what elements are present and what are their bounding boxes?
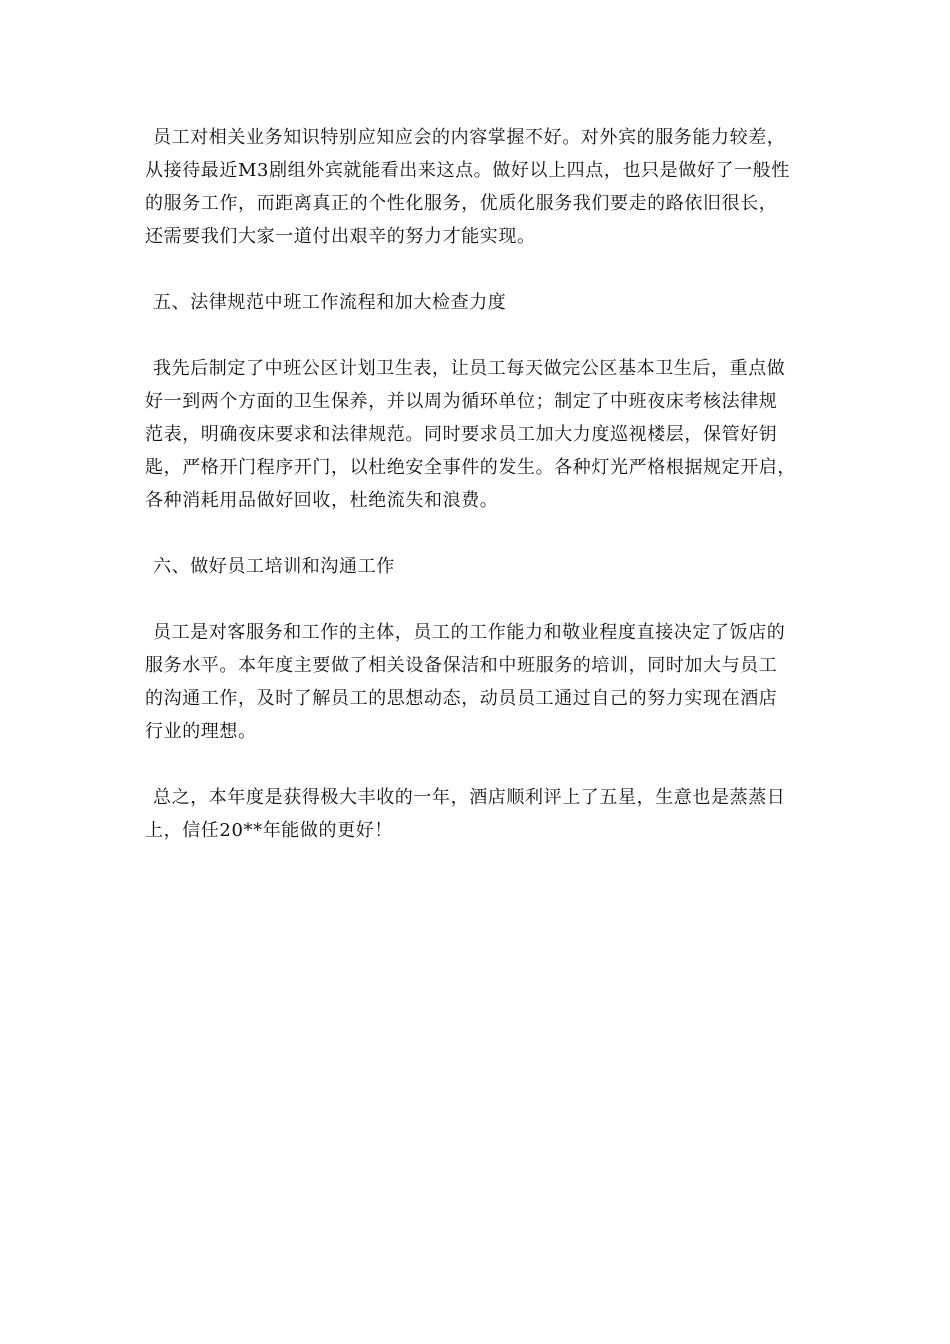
paragraph-gap [145, 319, 813, 352]
section-heading-five [145, 286, 813, 319]
line: 范表，明确夜床要求和法律规范。同时要求员工加大力度巡视楼层，保管好钥 [145, 424, 778, 445]
paragraph-evening-shift [145, 352, 813, 517]
heading-text: 六、做好员工培训和沟通工作 [153, 556, 395, 577]
heading-text: 五、法律规范中班工作流程和加大检查力度 [153, 292, 507, 313]
paragraph-summary [145, 781, 813, 847]
line: 我先后制定了中班公区计划卫生表，让员工每天做完公区基本卫生后，重点做 [153, 358, 786, 379]
paragraph-gap [145, 748, 813, 781]
line: 好一到两个方面的卫生保养，并以周为循环单位；制定了中班夜床考核法律规 [145, 391, 778, 412]
line: 各种消耗用品做好回收，杜绝流失和浪费。 [145, 490, 499, 511]
line: 从接待最近M3剧组外宾就能看出来这点。做好以上四点，也只是做好了一般性 [145, 160, 790, 181]
paragraph-gap [145, 517, 813, 550]
document-page [145, 121, 813, 847]
line: 匙，严格开门程序开门，以杜绝安全事件的发生。各种灯光严格根据规定开启， [145, 457, 796, 478]
line: 的服务工作，而距离真正的个性化服务，优质化服务我们要走的路依旧很长， [145, 193, 778, 214]
paragraph-gap [145, 253, 813, 286]
line: 的沟通工作，及时了解员工的思想动态，动员员工通过自己的努力实现在酒店 [145, 688, 778, 709]
line: 还需要我们大家一道付出艰辛的努力才能实现。 [145, 226, 536, 247]
line: 员工对相关业务知识特别应知应会的内容掌握不好。对外宾的服务能力较差， [153, 127, 786, 148]
line: 服务水平。本年度主要做了相关设备保洁和中班服务的培训，同时加大与员工 [145, 655, 778, 676]
line: 行业的理想。 [145, 721, 257, 742]
paragraph-staff-training [145, 616, 813, 748]
paragraph-gap [145, 583, 813, 616]
line: 总之，本年度是获得极大丰收的一年，酒店顺利评上了五星，生意也是蒸蒸日 [153, 787, 786, 808]
line: 上，信任20**年能做的更好！ [145, 820, 393, 841]
paragraph-service-ability [145, 121, 813, 253]
line: 员工是对客服务和工作的主体，员工的工作能力和敬业程度直接决定了饭店的 [153, 622, 786, 643]
section-heading-six [145, 550, 813, 583]
